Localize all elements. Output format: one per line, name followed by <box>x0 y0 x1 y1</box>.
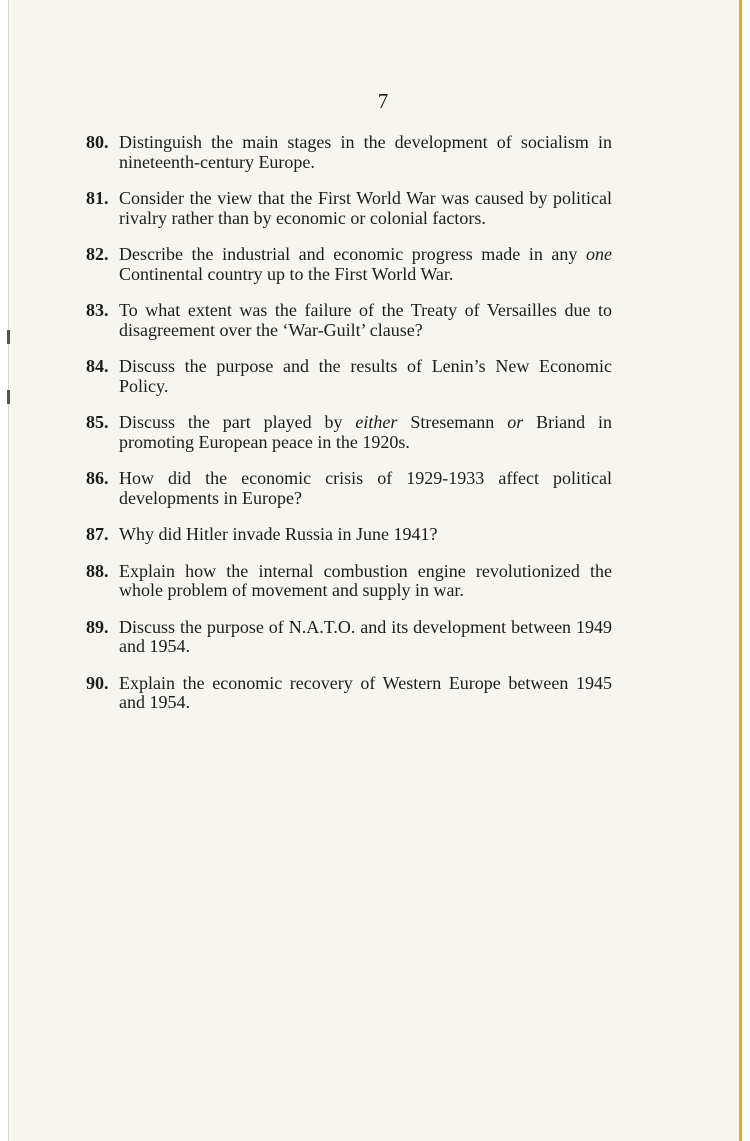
question-text-part: Discuss the part played by <box>119 412 356 432</box>
question-item <box>86 357 612 396</box>
question-number: 80. <box>86 132 109 152</box>
question-text: To what extent was the failure of the Treaty of Versailles due to disagreement over the ‘War-Guilt’ clause? <box>119 300 612 340</box>
exam-page <box>8 0 742 1141</box>
question-text: Discuss the purpose and the results of Lenin’s New Economic Policy. <box>119 356 612 396</box>
question-item <box>86 301 612 340</box>
question-number: 86. <box>86 468 109 488</box>
question-text-part: Continental country up to the First World War. <box>119 263 454 284</box>
question-text: Why did Hitler invade Russia in June 1941? <box>119 524 438 544</box>
question-number: 87. <box>86 524 109 544</box>
question-text <box>119 412 612 452</box>
scan-margin <box>0 0 8 1141</box>
question-text: Explain how the internal combustion engine revolutionized the whole problem of movement and supply in war. <box>119 560 612 600</box>
question-item <box>86 189 612 228</box>
question-item <box>86 674 612 713</box>
binding-mark <box>7 390 10 404</box>
question-text: Explain the economic recovery of Western Europe between 1945 and 1954. <box>119 672 612 712</box>
question-text: Consider the view that the First World War was caused by political rivalry rather than by economic or colonial factors. <box>119 188 612 228</box>
question-number: 90. <box>86 672 109 693</box>
question-number: 89. <box>86 616 109 637</box>
question-emphasis: either <box>355 412 398 432</box>
question-item <box>86 562 612 601</box>
question-text: Discuss the purpose of N.A.T.O. and its development between 1949 and 1954. <box>119 616 612 656</box>
question-item <box>86 413 612 452</box>
question-item <box>86 618 612 657</box>
question-number: 83. <box>86 300 109 320</box>
question-item <box>86 525 612 545</box>
question-emphasis: or <box>507 412 524 432</box>
question-text-part: Describe the industrial and economic progress made in any <box>119 244 586 264</box>
binding-mark <box>7 330 10 344</box>
question-text <box>119 244 612 284</box>
question-text-part: Stresemann <box>397 412 508 432</box>
question-item <box>86 245 612 284</box>
question-item <box>86 469 612 508</box>
question-number: 84. <box>86 356 109 376</box>
question-text: Distinguish the main stages in the development of socialism in nineteenth-century Europe. <box>119 132 612 172</box>
question-text: How did the economic crisis of 1929-1933 affect political developments in Europe? <box>119 468 612 508</box>
page-number: 7 <box>377 89 389 113</box>
question-number: 88. <box>86 560 109 581</box>
question-number: 81. <box>86 188 109 208</box>
question-number: 85. <box>86 412 109 432</box>
question-item <box>86 133 612 172</box>
question-number: 82. <box>86 244 109 264</box>
question-emphasis: one <box>586 244 612 264</box>
question-text-part: Briand in promoting European peace in the 1920s. <box>119 412 612 452</box>
question-list <box>86 133 612 730</box>
